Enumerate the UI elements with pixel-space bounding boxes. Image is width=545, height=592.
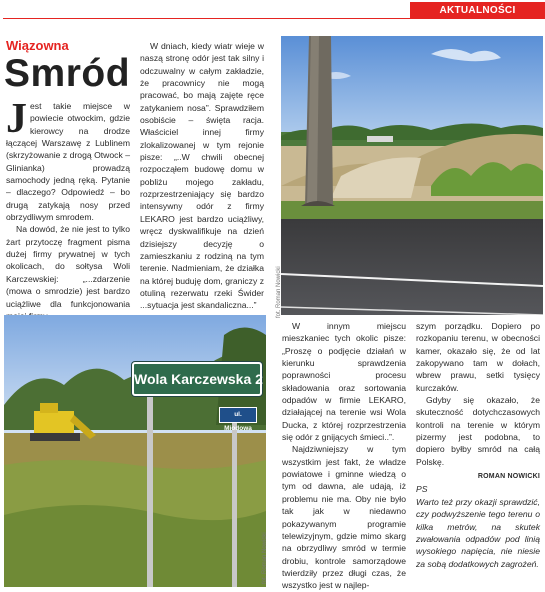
street-sign: ul. Miodowa bbox=[219, 407, 257, 423]
column-1-paragraph-1: est takie miejsce w powiecie otwockim, gdzie kierowcy na drodze łączącej Warszawę z Lublinem (skrzyżowanie z drogą Otwock – Glinianka) prowadzą samochody jedną ręką. Pytanie – dlaczego? Odpowiedź – bo drugą zatykają nosy przed obrzydliwym smrodem. bbox=[6, 101, 130, 223]
article-title: Smród bbox=[4, 52, 131, 95]
column-3-paragraph-2: Najdziwniejszy w tym wszystkim jest fakt, że władze powiatowe i gminne wiedzą o tym od dawna, ale udają, iż problemu nie ma. Oby nie było tak jak w niedawno pokazywanym programie telewizyjnym, gdzie mimo skarg na obrzydliwy smród w termie drobiu, kontrole samorządowe twierdziły przez długi czas, że wszystko jest w najlep- bbox=[282, 444, 406, 591]
photo-roadside-field bbox=[281, 36, 543, 315]
column-4-paragraph-2: Gdyby się okazało, że skuteczność dotychczasowych kontroli na terenie w którym pizermy jest podobna, to dopiero byłby smród na całą Polskę. bbox=[416, 395, 540, 467]
article-column-1 bbox=[6, 96, 130, 322]
article-column-3 bbox=[282, 320, 406, 592]
top-rule bbox=[3, 18, 410, 19]
section-tag: AKTUALNOŚCI bbox=[410, 2, 545, 19]
article-kicker: Wiązowna bbox=[6, 38, 69, 53]
article-column-2 bbox=[140, 40, 264, 312]
column-1-paragraph-2: Na dowód, że nie jest to tylko żart przytoczę fragment pisma dużej firmy prywatnej w tych okolicach, do sołtysa Woli Karczewskiej: „...zdarzenie (mowa o smrodzie) jest bardzo uciążliwe dla funkcjonowania bbox=[6, 224, 130, 309]
column-4-paragraph-1: szym porządku. Dopiero po rozkopaniu terenu, w obecności kamer, okazało się, że od lat zakopywano tam w dołach, wbrew prawu, setki tysięcy kurczaków. bbox=[416, 321, 540, 393]
article-column-4 bbox=[416, 320, 540, 570]
road-sign-wola-karczewska: Wola Karczewska 2 bbox=[132, 362, 262, 396]
photo-roadside-field-graphic bbox=[281, 36, 543, 315]
photo-road-sign-graphic bbox=[4, 315, 266, 587]
column-2-paragraph-1: W dniach, kiedy wiatr wieje w naszą stronę odór jest tak silny i odczuwalny w całym zakładzie, że pracownicy nie mogą pracować, bo mają zajęte ręce zatykaniem nosa”. Sprawdziłem osobiście – święta racja. Właściciel innej firmy zlokalizowanej w tym rejonie pisze: „..W chwili obecnej rozpocząłem budowę domu w pobliżu mojego zakładu, rozprzestrzeniający się bardzo intensywny odór z firmy LEKARO jest bardzo uciążliwy, wręcz dyskwalifikuje na dzień dzisiejszy decyzję o zamieszkaniu z rodziną na tym terenie. Nadmieniam, że działka na której buduję dom, graniczy z otuliną rezerwatu rzeki Świder ...sytuacja jest skandaliczna...” bbox=[140, 41, 264, 311]
drop-cap: J bbox=[6, 96, 27, 142]
ps-label: PS bbox=[416, 484, 428, 495]
photo-credit-bottom: fot. Roman Nowicki bbox=[262, 532, 268, 584]
photo-road-sign bbox=[4, 315, 266, 587]
ps-text: Warto też przy okazji sprawdzić, czy podwyższenie tego terenu o kilka metrów, na skutek zwałowania odpadów pod linią wysokiego napięcia, nie niesie za sobą dodatkowych zagrożeń. bbox=[416, 496, 540, 569]
photo-credit-top: fot. Roman Nowicki bbox=[276, 266, 282, 318]
author-signature: ROMAN NOWICKI bbox=[477, 473, 540, 481]
column-3-paragraph-1: W innym miejscu mieszkaniec tych okolic pisze: „Proszę o podjęcie działań w kierunku sprawdzenia poprawności procesu składowania oraz sortowania odpadów w firmie LEKARO, działającej na terenie wsi Wola Ducka, z której rozprzestrzenia się odór z gnijących śmieci..”. bbox=[282, 321, 406, 443]
